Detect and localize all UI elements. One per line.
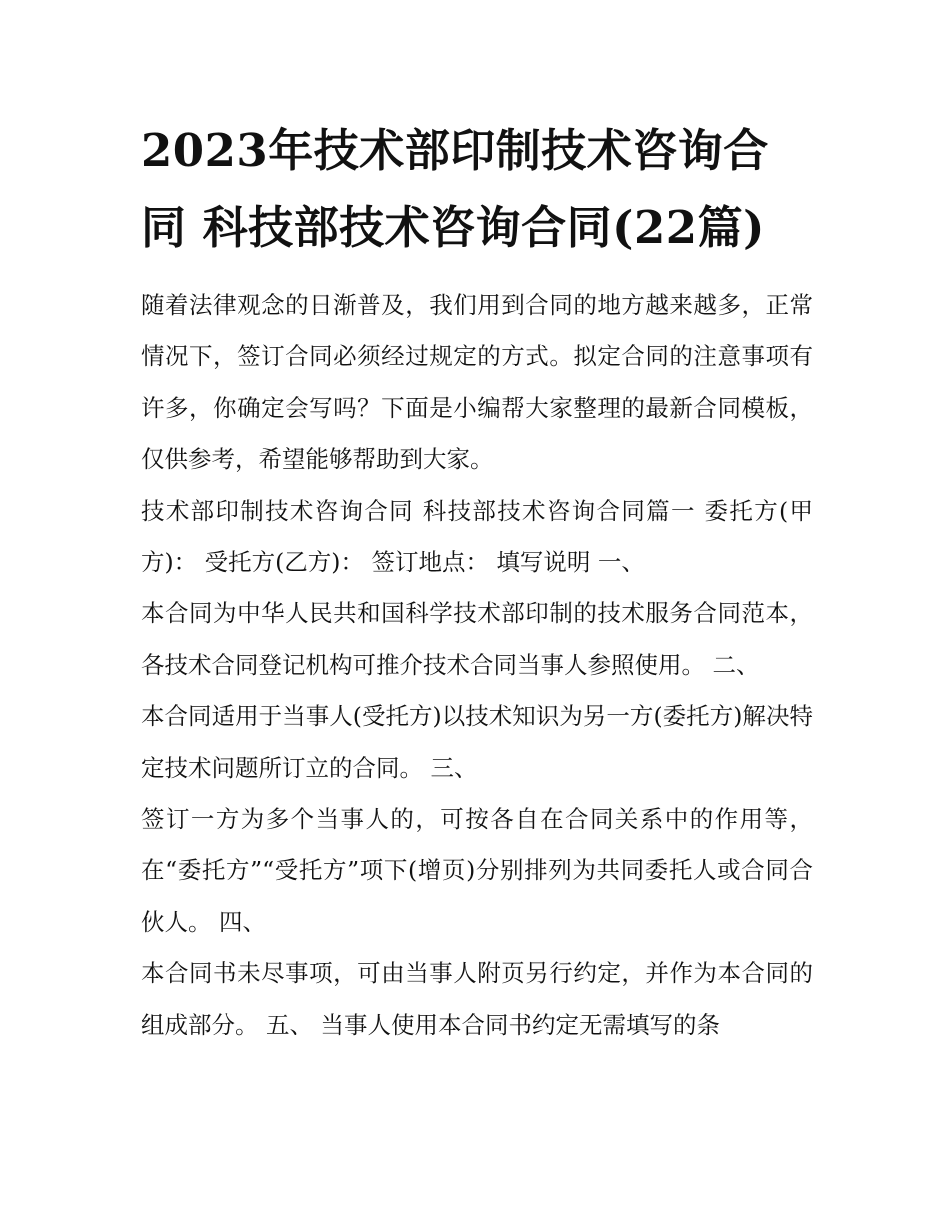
- document-page: [141, 112, 813, 1051]
- paragraph-note-1: 本合同为中华人民共和国科学技术部印制的技术服务合同范本，各技术合同登记机构可推介技术合同当事人参照使用。 二、: [141, 599, 813, 679]
- document-body: [141, 280, 813, 1051]
- paragraph-note-2: 本合同适用于当事人(受托方)以技术知识为另一方(委托方)解决特定技术问题所订立的合同。 三、: [141, 702, 813, 782]
- document-title: 2023年技术部印制技术咨询合同 科技部技术咨询合同(22篇): [141, 124, 769, 254]
- paragraph-contract-header: 技术部印制技术咨询合同 科技部技术咨询合同篇一 委托方(甲方)： 受托方(乙方)： 签订地点： 填写说明 一、: [141, 496, 813, 577]
- paragraph-intro: 随着法律观念的日渐普及，我们用到合同的地方越来越多，正常情况下，签订合同必须经过规定的方式。拟定合同的注意事项有许多，你确定会写吗？下面是小编帮大家整理的最新合同模板，仅供参考，希望能够帮助到大家。: [141, 291, 813, 474]
- paragraph-note-4: 本合同书未尽事项，可由当事人附页另行约定，并作为本合同的组成部分。 五、 当事人使用本合同书约定无需填写的条: [141, 959, 813, 1039]
- paragraph-note-3: 签订一方为多个当事人的，可按各自在合同关系中的作用等，在“委托方”“受托方”项下(增页)分别排列为共同委托人或合同合伙人。 四、: [141, 805, 813, 936]
